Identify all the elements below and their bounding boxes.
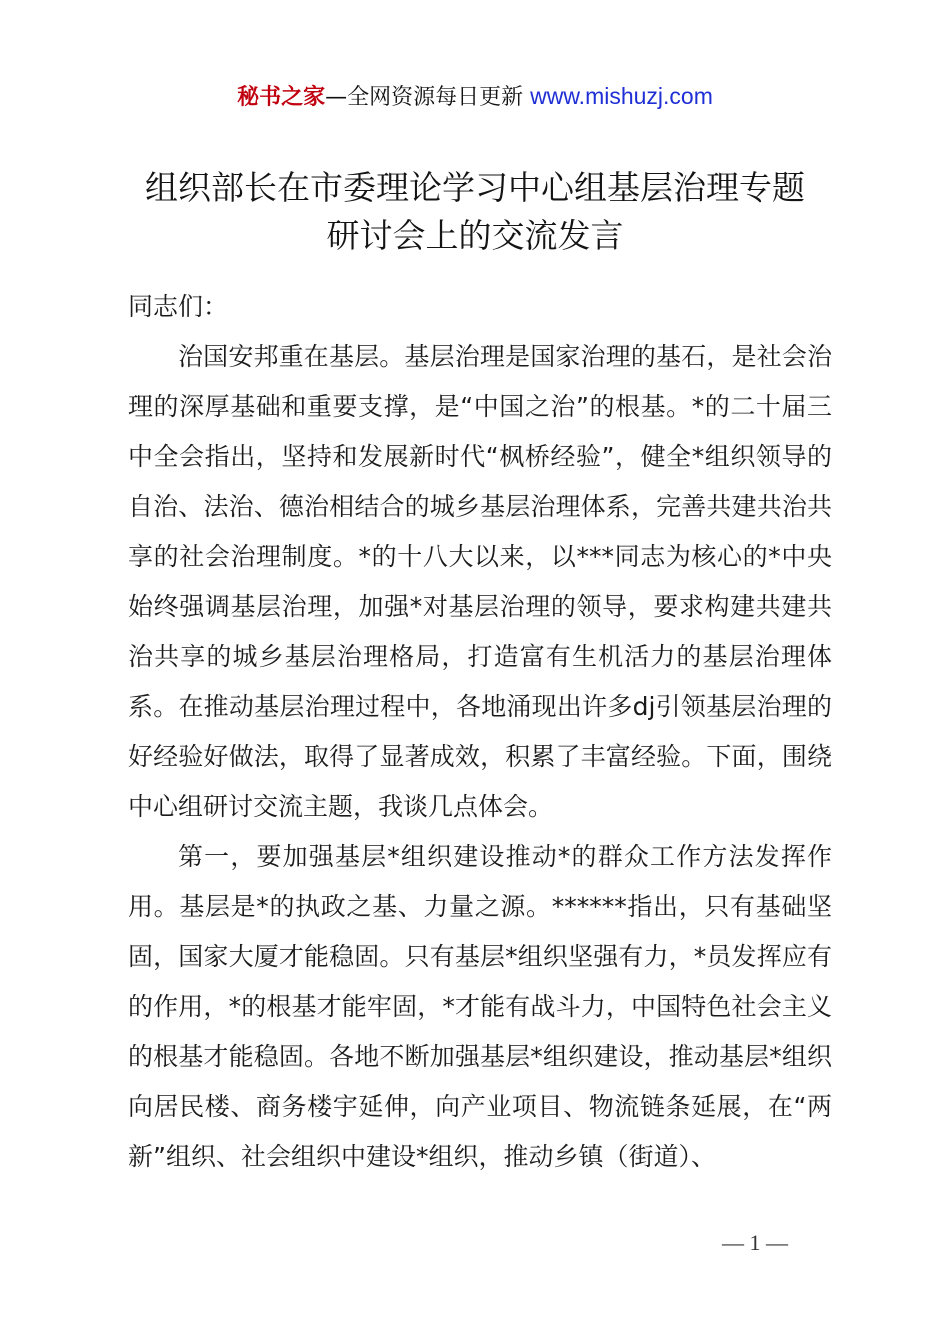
document-title xyxy=(100,164,850,260)
document-body xyxy=(128,282,832,1182)
page-number: — 1 — xyxy=(722,1230,788,1255)
title-line-1: 组织部长在市委理论学习中心组基层治理专题 xyxy=(145,168,805,207)
header-slogan: —全网资源每日更新 xyxy=(325,85,531,110)
title-line-2: 研讨会上的交流发言 xyxy=(326,216,624,255)
site-header xyxy=(0,80,950,114)
paragraph-first-point: 第一，要加强基层*组织建设推动*的群众工作方法发挥作用。基层是*的执政之基、力量之源。******指出，只有基础坚固，国家大厦才能稳固。只有基层*组织坚强有力，*员发挥应有的作用，*的根基才能牢固，*才能有战斗力，中国特色社会主义的根基才能稳固。各地不断加强基层*组织建设，推动基层*组织向居民楼、商务楼宇延伸，向产业项目、物流链条延展，在“两新”组织、社会组织中建设*组织，推动乡镇（街道）、 xyxy=(128,842,832,1171)
site-url-link[interactable]: www.mishuzj.com xyxy=(530,83,713,109)
paragraph-intro: 治国安邦重在基层。基层治理是国家治理的基石，是社会治理的深厚基础和重要支撑，是“中国之治”的根基。*的二十届三中全会指出，坚持和发展新时代“枫桥经验”，健全*组织领导的自治、法治、德治相结合的城乡基层治理体系，完善共建共治共享的社会治理制度。*的十八大以来，以***同志为核心的*中央始终强调基层治理，加强*对基层治理的领导，要求构建共建共治共享的城乡基层治理格局，打造富有生机活力的基层治理体系。在推动基层治理过程中，各地涌现出许多dj引领基层治理的好经验好做法，取得了显著成效，积累了丰富经验。下面，围绕中心组研讨交流主题，我谈几点体会。 xyxy=(128,342,832,821)
salutation: 同志们： xyxy=(128,292,229,321)
brand-name: 秘书之家 xyxy=(237,85,326,110)
